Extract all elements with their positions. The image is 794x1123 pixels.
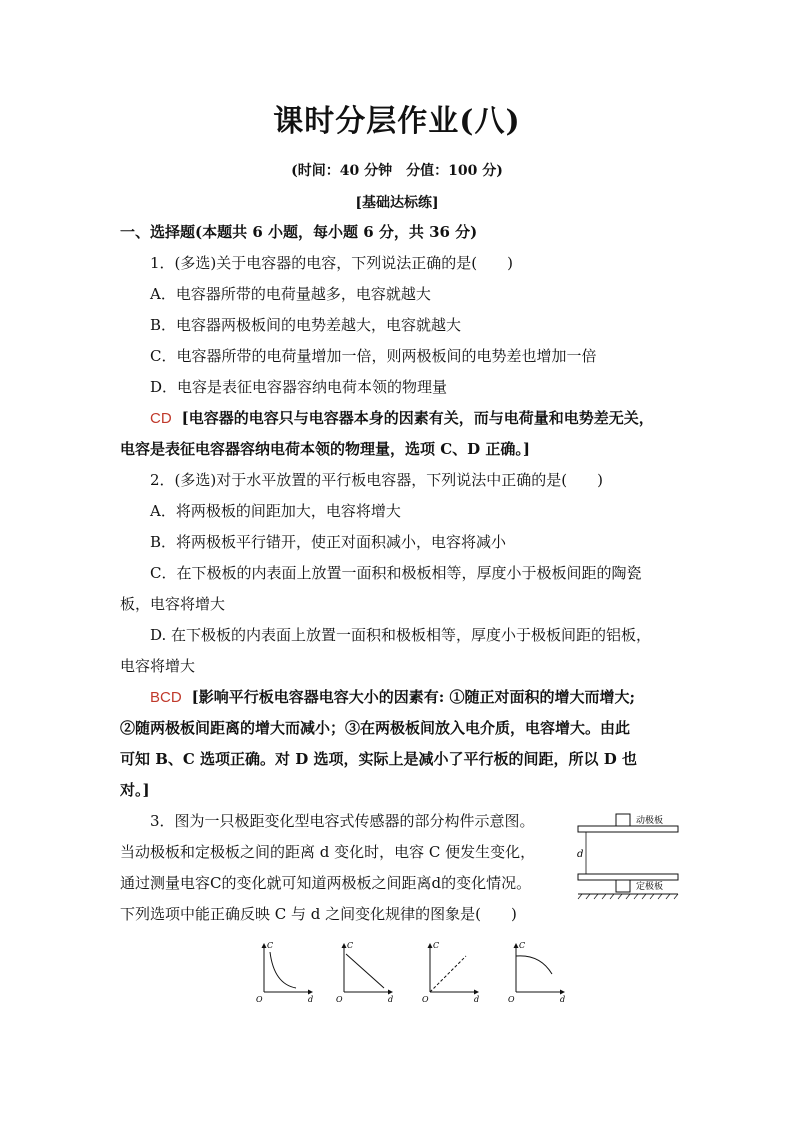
- q3-line1: 3．图为一只极距变化型电容式传感器的部分构件示意图。: [150, 812, 535, 830]
- graph-c: [422, 941, 479, 1004]
- graph-c-y-label: C: [433, 941, 440, 950]
- q1-option-b: B．电容器两极板间的电势差越大，电容就越大: [150, 316, 462, 334]
- q2-explanation-line2: ②随两极板间距离的增大而减小；③在两极板间放入电介质，电容增大。由此: [120, 719, 631, 737]
- graph-c-line: [430, 956, 466, 992]
- q2-option-b: B．将两极板平行错开，使正对面积减小，电容将减小: [150, 533, 507, 551]
- graph-b-x-label: d: [388, 995, 394, 1004]
- q2-stem: 2．(多选)对于水平放置的平行板电容器，下列说法中正确的是( ): [150, 471, 603, 489]
- gap-label: d: [577, 849, 584, 860]
- page-title: 课时分层作业(八): [273, 104, 521, 139]
- q3-line2: 当动极板和定极板之间的距离 d 变化时，电容 C 便发生变化，: [120, 843, 536, 861]
- q2-option-c-line1: C．在下极板的内表面上放置一面积和极板相等，厚度小于极板间距的陶瓷: [150, 564, 642, 582]
- part-heading: 一、选择题(本题共 6 小题，每小题 6 分，共 36 分): [120, 223, 478, 241]
- graph-d: [508, 941, 565, 1004]
- q2-option-c-line2: 板，电容将增大: [120, 595, 226, 613]
- q1-option-a: A．电容器所带的电荷量越多，电容就越大: [150, 285, 431, 303]
- graph-d-curve: [516, 956, 552, 974]
- bottom-plate-holder: [616, 880, 630, 892]
- graph-d-x-label: d: [560, 995, 566, 1004]
- q1-stem: 1．(多选)关于电容器的电容，下列说法正确的是( ): [150, 254, 513, 272]
- q1-answer: CD: [150, 410, 172, 427]
- graph-d-y-label: C: [519, 941, 526, 950]
- q1-option-c: C．电容器所带的电荷量增加一倍，则两极板间的电势差也增加一倍: [150, 347, 597, 365]
- q1-explanation-line2: 电容是表征电容器容纳电荷本领的物理量，选项 C、D 正确。]: [120, 440, 530, 458]
- moving-plate: [578, 826, 678, 832]
- graph-b-origin: O: [336, 995, 343, 1004]
- ground-hatching: [578, 894, 678, 899]
- section-heading: [基础达标练]: [355, 195, 439, 211]
- graph-b: [336, 941, 393, 1004]
- capacitor-sensor-diagram: [576, 812, 680, 900]
- q3-line4: 下列选项中能正确反映 C 与 d 之间变化规律的图象是( ): [120, 905, 517, 923]
- graph-a-curve: [270, 952, 296, 988]
- graph-a: [256, 941, 313, 1004]
- fixed-plate: [578, 874, 678, 880]
- q1-option-d: D．电容是表征电容器容纳电荷本领的物理量: [150, 378, 448, 396]
- moving-plate-label: 动极板: [636, 816, 664, 826]
- fixed-plate-label: 定极板: [636, 882, 664, 892]
- option-graphs: [250, 938, 580, 1004]
- graph-a-x-label: d: [308, 995, 314, 1004]
- q3-line3: 通过测量电容C的变化就可知道两极板之间距离d的变化情况。: [120, 874, 532, 892]
- top-plate-holder: [616, 814, 630, 826]
- q2-option-d-line1: D. 在下极板的内表面上放置一面积和极板相等，厚度小于极板间距的铝板，: [150, 626, 652, 644]
- q2-explanation-line4: 对。]: [120, 781, 150, 799]
- q2-answer: BCD: [150, 689, 182, 706]
- graph-a-y-label: C: [267, 941, 274, 950]
- graph-a-origin: O: [256, 995, 263, 1004]
- graph-b-y-label: C: [347, 941, 354, 950]
- exam-meta: (时间：40 分钟 分值：100 分): [291, 163, 503, 179]
- graph-d-origin: O: [508, 995, 515, 1004]
- q2-explanation-line3: 可知 B、C 选项正确。对 D 选项，实际上是减小了平行板的间距，所以 D 也: [120, 750, 637, 768]
- q1-explanation-line1: CD [电容器的电容只与电容器本身的因素有关，而与电荷量和电势差无关，: [150, 409, 654, 427]
- q2-option-a: A．将两极板的间距加大，电容将增大: [150, 502, 401, 520]
- q2-option-d-line2: 电容将增大: [120, 657, 196, 675]
- graph-b-line: [346, 954, 384, 988]
- graph-c-x-label: d: [474, 995, 480, 1004]
- graph-c-origin: O: [422, 995, 429, 1004]
- q2-explanation-line1: BCD [影响平行板电容器电容大小的因素有: ①随正对面积的增大而增大;: [150, 688, 636, 706]
